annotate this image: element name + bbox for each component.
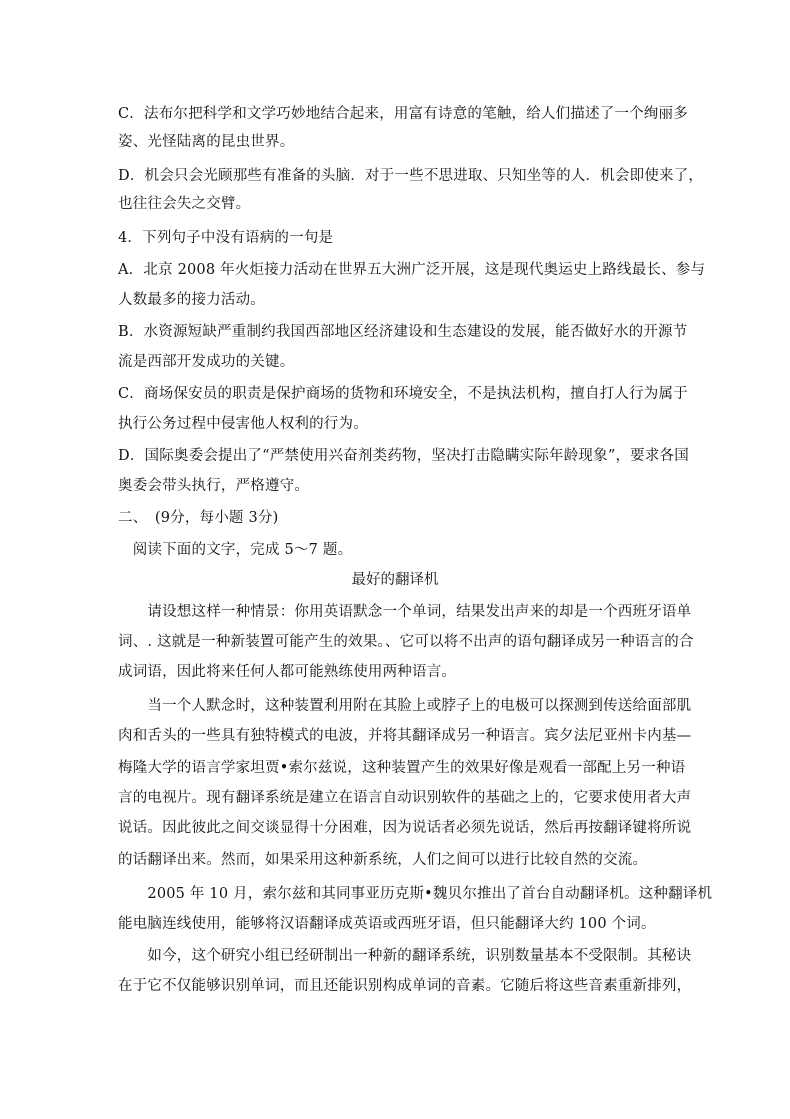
text-line: 人数最多的接力活动。: [118, 292, 265, 308]
text-line: 请设想这样一种情景：你用英语默念一个单词，结果发出声来的却是一个西班牙语单: [118, 604, 692, 620]
text-line: 在于它不仅能够识别单词，而且还能识别构成单词的音素。它随后将这些音素重新排列，: [118, 978, 692, 994]
text-line: 梅隆大学的语言学家坦贾•索尔兹说，这种装置产生的效果好像是观看一部配上另一种语: [118, 760, 686, 776]
text-line: B．水资源短缺严重制约我国西部地区经济建设和生态建设的发展，能否做好水的开源节: [118, 324, 688, 340]
text-line: 的话翻译出来。然而，如果采用这种新系统，人们之间可以进行比较自然的交流。: [118, 852, 648, 868]
text-line: 说话。因此彼此之间交谈显得十分困难，因为说话者必须先说话，然后再按翻译键将所说: [118, 820, 692, 836]
text-line: 执行公务过程中侵害他人权利的行为。: [118, 416, 368, 432]
text-line: 词、. 这就是一种新装置可能产生的效果。、它可以将不出声的语句翻译成另一种语言的合: [118, 634, 694, 650]
question-stem: 4．下列句子中没有语病的一句是: [118, 230, 334, 246]
text-line: 能电脑连线使用，能够将汉语翻译成英语或西班牙语，但只能翻译大约 100 个词。: [118, 916, 656, 932]
text-line: 当一个人默念时，这种装置利用附在其脸上或脖子上的电极可以探测到传送给面部肌: [118, 698, 692, 714]
text-line: 也往往会失之交臂。: [118, 196, 251, 212]
instruction-line: 阅读下面的文字，完成 5～7 题。: [118, 542, 353, 558]
text-line: 言的电视片。现有翻译系统是建立在语言自动识别软件的基础之上的，它要求使用者大声: [118, 790, 692, 806]
text-line: 奥委会带头执行，严格遵守。: [118, 478, 310, 494]
text-line: D．国际奥委会提出了“严禁使用兴奋剂类药物，坚决打击隐瞒实际年龄现象”，要求各国: [118, 448, 689, 464]
text-line: D．机会只会光顾那些有准备的头脑．对于一些不思进取、只知坐等的人．机会即使来了，: [118, 168, 704, 184]
text-line: A．北京 2008 年火炬接力活动在世界五大洲广泛开展，这是现代奥运史上路线最长、参与: [118, 262, 706, 278]
text-line: 姿、光怪陆离的昆虫世界。: [118, 134, 295, 150]
article-title: 最好的翻译机: [351, 572, 439, 588]
text-line: 肉和舌头的一些具有独特模式的电波，并将其翻译成另一种语言。宾夕法尼亚州卡内基—: [118, 728, 692, 744]
text-line: 流是西部开发成功的关键。: [118, 354, 295, 370]
section-heading: 二、 (9分，每小题 3分): [118, 510, 279, 526]
text-line: 2005 年 10 月，索尔兹和其同事亚历克斯•魏贝尔推出了首台自动翻译机。这种翻译机: [118, 886, 713, 902]
text-line: C．法布尔把科学和文学巧妙地结合起来，用富有诗意的笔触，给人们描述了一个绚丽多: [118, 106, 688, 122]
text-line: 如今，这个研究小组已经研制出一种新的翻译系统，识别数量基本不受限制。其秘诀: [118, 948, 692, 964]
text-line: C．商场保安员的职责是保护商场的货物和环境安全，不是执法机构，擅自打人行为属于: [118, 386, 688, 402]
text-line: 成词语，因此将来任何人都可能熟练使用两种语言。: [118, 664, 457, 680]
